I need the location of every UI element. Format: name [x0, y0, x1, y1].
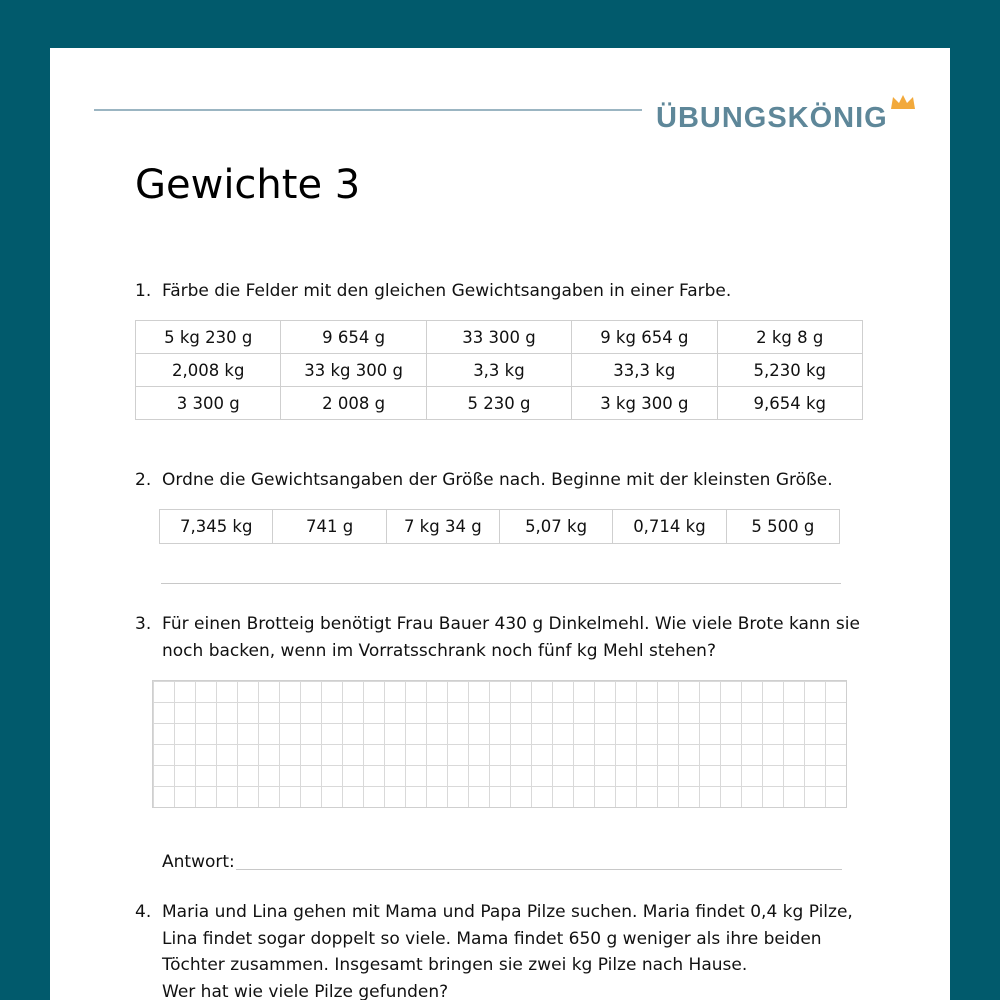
- task-1-instruction: [135, 278, 731, 305]
- table-row: [136, 321, 863, 354]
- task-4-instruction: [135, 899, 853, 1000]
- task-number: 1.: [135, 281, 152, 301]
- table-cell[interactable]: 5 kg 230 g: [136, 321, 281, 354]
- table-cell: 7 kg 34 g: [386, 510, 499, 544]
- table-cell[interactable]: 33,3 kg: [572, 354, 717, 387]
- table-cell[interactable]: 2,008 kg: [136, 354, 281, 387]
- logo-wordmark: ÜBUNGSKÖNIG: [656, 102, 888, 134]
- table-cell[interactable]: 2 008 g: [281, 387, 426, 420]
- task-text-line: Töchter zusammen. Insgesamt bringen sie zwei kg Pilze nach Hause.: [162, 955, 748, 975]
- worksheet-page: [50, 48, 950, 1000]
- table-cell: 741 g: [273, 510, 386, 544]
- header-rule: [94, 109, 642, 111]
- task-text-line: Lina findet sogar doppelt so viele. Mama findet 650 g weniger als ihre beiden: [162, 928, 822, 949]
- task-number: 2.: [135, 470, 152, 490]
- task-text-line: Für einen Brotteig benötigt Frau Bauer 430 g Dinkelmehl. Wie viele Brote kann sie: [162, 614, 860, 634]
- table-cell[interactable]: 9 654 g: [281, 321, 426, 354]
- calculation-grid[interactable]: [152, 680, 847, 808]
- table-row: [160, 510, 840, 544]
- weights-match-table: [135, 320, 863, 420]
- table-cell[interactable]: 9 kg 654 g: [572, 321, 717, 354]
- table-cell[interactable]: 3 300 g: [136, 387, 281, 420]
- task-2-instruction: [135, 467, 833, 494]
- table-cell[interactable]: 9,654 kg: [717, 387, 863, 420]
- task-text: Ordne die Gewichtsangaben der Größe nach. Beginne mit der kleinsten Größe.: [162, 470, 833, 490]
- table-cell[interactable]: 2 kg 8 g: [717, 321, 863, 354]
- task-text-line: noch backen, wenn im Vorratsschrank noch fünf kg Mehl stehen?: [162, 640, 716, 661]
- table-row: [136, 387, 863, 420]
- answer-line[interactable]: [161, 583, 841, 584]
- task-number: 3.: [135, 614, 152, 634]
- table-cell: 7,345 kg: [160, 510, 273, 544]
- task-number: 4.: [135, 902, 152, 922]
- table-cell[interactable]: 33 300 g: [426, 321, 571, 354]
- page-title: Gewichte 3: [135, 162, 361, 208]
- table-cell[interactable]: 3 kg 300 g: [572, 387, 717, 420]
- table-cell: 5,07 kg: [499, 510, 612, 544]
- task-text: Färbe die Felder mit den gleichen Gewichtsangaben in einer Farbe.: [162, 281, 732, 301]
- crown-icon: [890, 94, 916, 110]
- answer-line[interactable]: [236, 869, 842, 870]
- table-cell[interactable]: 3,3 kg: [426, 354, 571, 387]
- task-text-line: Wer hat wie viele Pilze gefunden?: [162, 981, 449, 1000]
- table-cell[interactable]: 5,230 kg: [717, 354, 863, 387]
- table-cell[interactable]: 5 230 g: [426, 387, 571, 420]
- task-text-line: Maria und Lina gehen mit Mama und Papa Pilze suchen. Maria findet 0,4 kg Pilze,: [162, 902, 853, 922]
- table-cell: 0,714 kg: [613, 510, 726, 544]
- table-cell: 5 500 g: [726, 510, 839, 544]
- answer-label: Antwort:: [162, 852, 235, 872]
- weights-order-table: [159, 509, 840, 544]
- table-row: [136, 354, 863, 387]
- task-3-instruction: [135, 611, 860, 664]
- table-cell[interactable]: 33 kg 300 g: [281, 354, 426, 387]
